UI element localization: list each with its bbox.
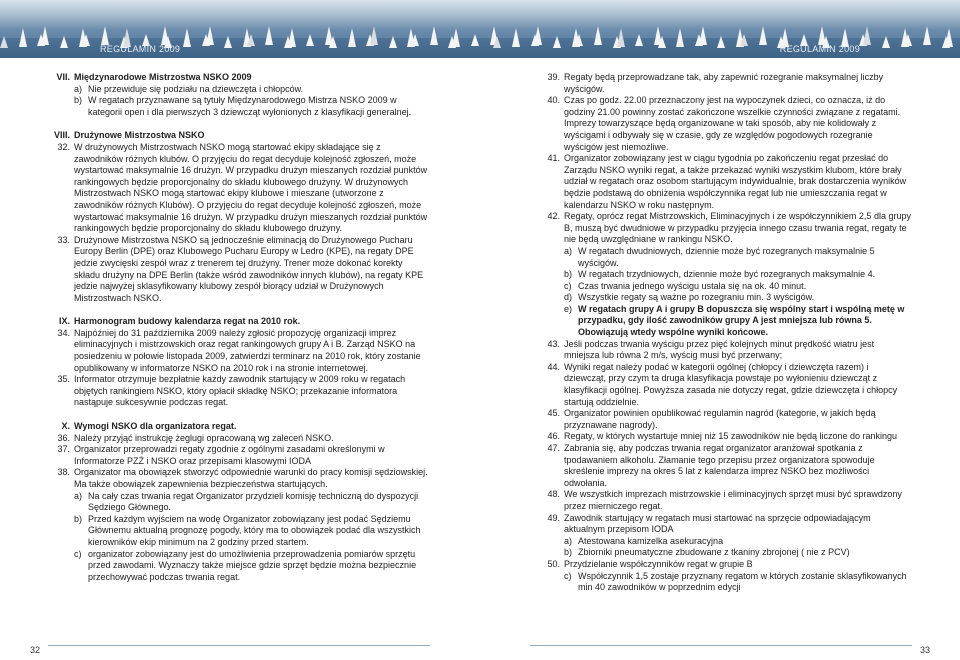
sail-icon [430,26,438,45]
subitem-text: W regatach trzydniowych, dziennie może być rozegranych maksymalnie 4. [578,269,876,280]
subitem-text: Zbiorniki pneumatyczne zbudowane z tkaniny zbrojonej ( nie z PCV) [578,547,850,558]
sail-icon [699,26,707,45]
paragraph-text: Zabrania się, aby podczas trwania regat organizator aranżował spotkania z tpodawaniem alkoholu. Złamanie tego przepisu przez organizatora spowoduje skreślenie imprezy na okres 5 lat z kalendarza imprez NSKO bez możliwości odwołania. [564,443,875,488]
numbered-paragraph [50,444,430,467]
section-gap [50,409,430,415]
sail-icon [224,36,232,48]
sail-icon [923,26,931,45]
sail-icon [617,28,625,47]
sail-icon [101,26,109,45]
paragraph-text: Regaty, w których wystartuje mniej niż 15 zawodników nie będą liczone do rankingu [564,431,898,442]
paragraph-text: Zawodnik startujący w regatach musi startować na sprzęcie odpowiadającym aktualnym przepisom IODA [564,512,871,535]
page-number-right: 33 [920,645,931,655]
sail-icon [512,28,520,47]
subitem-letter: b) [74,95,83,106]
sail-icon [740,34,748,46]
subitem-letter: c) [564,570,572,581]
numbered-paragraph [50,142,430,235]
paragraph-text: Informator otrzymuje bezpłatnie każdy zawodnik startujący w 2009 roku w regatach objętych rankingiem NSKO, który opłacił składkę NSKO; przekazanie informatora nastąpuje sukcesywnie podczas regat. [74,374,406,408]
sail-icon [247,34,255,46]
sky-haze [0,0,960,30]
section-title: Międzynarodowe Mistrzostwa NSKO 2009 [74,72,252,82]
subitem-letter: a) [74,83,83,94]
running-header-right: REGULAMIN 2009 [779,44,860,54]
paragraph-number: 44. [547,361,560,372]
paragraph-text: Jeśli podczas trwania wyścigu przez pięć kolejnych minut prędkość wiatru jest mniejsza lub równa 2 m/s, wyścig musi być przerwany; [564,338,875,361]
footer-rule-left [48,645,430,646]
subitem-letter: d) [564,292,573,303]
paragraph-number: 48. [547,489,560,500]
sail-icon [471,34,479,46]
subitem-letter: c) [564,280,572,291]
numbered-paragraph [540,72,912,95]
numbered-paragraph [50,374,430,409]
paragraph-number: 36. [57,432,70,443]
paragraph-text: Czas po godz. 22.00 przeznaczony jest na wypoczynek dzieci, co oznacza, iż do godziny 21.00 powinny zostać zakończone wszelkie czynności związane z regatami. Imprezy towarzyszące będą organizowane w taki sposób, aby nie kolidowały z wyścigami i odbywały się w czasie, gdy ze względów pogodowych rozegranie wyścigów jest niemożliwe. [564,95,901,152]
subitem-text: W regatach przyznawane są tytuły Międzynarodowego Mistrza NSKO 2009 w kategorii open i dla pierwszych 3 dziewcząt wyłonionych z klasyfikacji generalnej. [88,95,412,117]
sail-icon [534,26,542,45]
numbered-paragraph [50,433,430,445]
subitem-text: organizator zobowiązany jest do umożliwienia przeprowadzenia pomiarów sprzętu przed zawodami. Wyznaczy także miejsce gdzie sprzęt będzie można bezpiecznie przechowywać podczas trwania regat. [88,548,417,582]
sail-icon [882,36,890,48]
sail-icon [452,28,460,47]
list-subitem [540,547,912,559]
sail-icon [594,26,602,45]
paragraph-text: Organizator zobowiązany jest w ciągu tygodnia po zakończeniu regat przesłać do Zarządu NSKO wyniki regat, a także przekazać wyniki wszystkim klubom, które brały udział w regatach oraz osobom startującym indywidualnie, brak dostarczenia wyników będzie podstawą do obniżenia współczynnika regat lub nie umieszczania regat w kalendarzu NSKO w roku następnym. [564,153,907,210]
list-subitem [50,491,430,514]
paragraph-text: Najpóźniej do 31 października 2009 należy zgłosić propozycję organizacji imprez eliminacyjnych i mistrzowskich oraz regat rankingowych grupy A i B. Zarząd NSKO na posiedzeniu w połowie listopada 2009, zatwierdzi terminarz na 2010 rok, który zostanie opublikowany w informatorze NSKO na 2010 rok i na stronie internetowej. [74,327,421,373]
sail-icon [306,34,314,46]
subitem-letter: b) [564,269,573,280]
sail-icon [60,36,68,48]
paragraph-number: 43. [547,338,560,349]
paragraph-number: 47. [547,443,560,453]
list-subitem [540,304,912,339]
section-title: Harmonogram budowy kalendarza regat na 2010 rok. [74,316,301,327]
subitem-text: Nie przewiduje się podziału na dziewczęta i chłopców. [88,83,304,94]
subitem-letter: a) [564,245,573,256]
paragraph-text: We wszystkich imprezach mistrzowskie i eliminacyjnych sprzęt musi być sprawdzony przez mierniczego regat. [564,489,902,511]
paragraph-number: 50. [547,558,560,569]
paragraph-text: Przydzielanie współczynników regat w grupie B [564,558,753,569]
paragraph-number: 41. [547,153,560,164]
list-subitem [540,246,912,269]
subitem-text: W regatach grupy A i grupy B dopuszcza się wspólny start i wspólną metę w przypadku, gdy ilość zawodników grupy A jest mniejsza lub równa 5. Obowiązują wtedy wspólne wyniki końcowe. [578,303,905,338]
subitem-text: Współczynnik 1,5 zostaje przyznany regatom w których zostanie sklasyfikowanych min 40 zawodników w poprzednim edycji [578,570,907,593]
sail-icon [553,36,561,48]
sail-icon [183,28,191,47]
section-heading [50,130,430,142]
sail-icon [411,34,419,46]
numbered-paragraph [540,211,912,246]
sail-icon [41,26,49,45]
paragraph-number: 34. [57,327,70,338]
paragraph-text: Regaty, oprócz regat Mistrzowskich, Eliminacyjnych i ze współczynnikiem 2,5 dla grupy B, muszą być dwudniowe w przypadku przyjęcia innego czasu trwania regat, regaty te nie będą uwzględniane w rankingu NSKO. [564,211,911,245]
paragraph-number: 37. [57,444,70,455]
sail-icon [676,28,684,47]
section-heading [50,72,430,84]
sail-icon [265,26,273,45]
paragraph-text: Organizator powinien opublikować regulamin nagród (kategorie, w jakich będą przyznawane nagrody). [564,408,876,430]
right-page-column [540,72,912,594]
list-subitem [50,514,430,549]
section-title: Drużynowe Mistrzostwa NSKO [74,130,205,141]
paragraph-text: W drużynowych Mistrzostwach NSKO mogą startować ekipy składające się z zawodników różnych klubów. O przyjęciu do regat decyduje kolejność zgłoszeń, może wystartować maksymalnie 16 drużyn. W przypadku drużyn mieszanych rozdział punktów rankingowych będzie proporcjonalny do składu klubowego drużyny. W drużynowych Mistrzostwach NSKO mogą startować ekipy klubowe i mieszane (utworzone z zawodników różnych Klubów). O przyjęciu do regat decyduje kolejność zgłoszeń, może wystartować maksymalnie 16 drużyn. W przypadku drużyn mieszanych rozdział punktów rankingowych będzie proporcjonalny do składu klubowego drużyny. [74,141,428,234]
paragraph-number: 49. [547,512,560,523]
sail-icon [329,36,337,48]
list-subitem [50,84,430,96]
paragraph-number: 46. [547,431,560,442]
paragraph-text: Regaty będą przeprowadzane tak, aby zapewnić rozegranie maksymalnej liczby wyścigów. [564,72,884,94]
numbered-paragraph [540,408,912,431]
page-number-left: 32 [30,645,41,655]
sail-icon [288,28,296,47]
list-subitem [50,549,430,584]
paragraph-number: 38. [57,467,70,478]
sail-icon [19,28,27,47]
sail-icon [759,26,767,45]
numbered-paragraph [540,443,912,489]
sail-icon [348,28,356,47]
subitem-letter: a) [74,490,83,501]
list-subitem [540,269,912,281]
paragraph-number: 40. [547,95,560,106]
subitem-text: Atestowana kamizelka asekuracyjna [578,535,724,546]
subitem-text: Czas trwania jednego wyścigu ustala się na ok. 40 minut. [578,280,807,291]
paragraph-number: 33. [57,234,70,245]
paragraph-text: Wyniki regat należy podać w kategorii ogólnej (chłopcy i dziewczęta razem) i dziewcząt, przy czym ta druga klasyfikacja powstaje po wyłonieniu dziewcząt z klasyfikacji ogólnej. Powyższa zasada nie dotyczy regat, gdzie dziewczęta i chłopcy startują oddzielnie. [564,361,898,407]
sail-icon [575,34,583,46]
section-gap [50,118,430,124]
paragraph-number: 45. [547,408,560,419]
sail-icon [0,36,8,48]
section-heading [50,316,430,328]
sail-icon [389,36,397,48]
numbered-paragraph [50,328,430,374]
subitem-text: Wszystkie regaty są ważne po rozegraniu min. 3 wyścigów. [578,292,815,303]
left-page-column [50,72,430,583]
numbered-paragraph [540,362,912,408]
paragraph-text: Organizator ma obowiązek stworzyć odpowiednie warunki do pracy komisji sędziowskiej. Ma także obowiązek zapewnienia bezpieczeństwa startujących. [74,467,428,489]
section-number: X. [61,421,70,432]
numbered-paragraph [540,95,912,153]
section-number: VIII. [53,130,70,141]
sail-icon [717,36,725,48]
paragraph-number: 35. [57,374,70,385]
paragraph-text: Drużynowe Mistrzostwa NSKO są jednocześnie eliminacją do Drużynowego Pucharu Europy Berlin (DPE) oraz Klubowego Pucharu Europy w Ledro (KPE), na regaty DPE jedzie zwycięski zespół wraz z trenerem tej drużyny. Trener może dokonać korekty składu drużyny na DPE Berlin (także wśród zawodników innych klubów), na regaty KPE jedzie najwyżej sklasyfikowany klubowy zespół biorący udział w Drużynowych Mistrzostwach NSKO. [74,234,424,303]
running-header-left: REGULAMIN 2009 [100,44,181,54]
sail-icon [658,36,666,48]
list-subitem [50,95,430,118]
sail-icon [635,34,643,46]
numbered-paragraph [50,467,430,490]
section-gap [50,304,430,310]
subitem-letter: a) [564,535,573,546]
list-subitem [540,571,912,594]
subitem-text: W regatach dwudniowych, dziennie może być rozegranych maksymalnie 5 wyścigów. [578,245,875,268]
numbered-paragraph [540,153,912,211]
sail-icon [82,34,90,46]
sail-icon [370,26,378,45]
section-number: IX. [58,316,70,327]
subitem-text: Przed każdym wyjściem na wodę Organizator zobowiązany jest podać Sędziemu Głównemu aktualną prognozę pogody, który ma to obowiązek podać dla wszystkich kierowników ekip minimum na 2 godziny przed startem. [88,513,421,547]
subitem-letter: c) [74,548,82,559]
list-subitem [540,292,912,304]
subitem-letter: b) [74,513,83,524]
numbered-paragraph [50,235,430,305]
section-number: VII. [56,72,70,82]
paragraph-text: Organizator przeprowadzi regaty zgodnie z ogólnymi zasadami określonymi w Informatorze PZŻ i NSKO oraz przepisami klasowymi IODA [74,444,385,466]
numbered-paragraph [540,431,912,443]
section-title: Wymogi NSKO dla organizatora regat. [74,421,237,432]
numbered-paragraph [540,339,912,362]
sail-icon [863,26,871,45]
numbered-paragraph [540,559,912,571]
list-subitem [540,281,912,293]
subitem-letter: b) [564,547,573,558]
subitem-text: Na cały czas trwania regat Organizator przydzieli komisję techniczną do dyspozycji Sędziego Głównego. [88,490,419,513]
paragraph-number: 42. [547,211,560,222]
numbered-paragraph [540,513,912,536]
sail-icon [206,26,214,45]
footer-rule-right [530,645,912,646]
sail-icon [904,34,912,46]
subitem-letter: e) [564,303,573,314]
list-subitem [540,536,912,548]
sail-icon [945,28,953,47]
sail-icon [493,36,501,48]
section-heading [50,421,430,433]
paragraph-number: 32. [57,141,70,152]
numbered-paragraph [540,489,912,512]
paragraph-number: 39. [547,72,560,82]
paragraph-text: Należy przyjąć instrukcję żeglugi opracowaną wg zaleceń NSKO. [74,432,334,443]
